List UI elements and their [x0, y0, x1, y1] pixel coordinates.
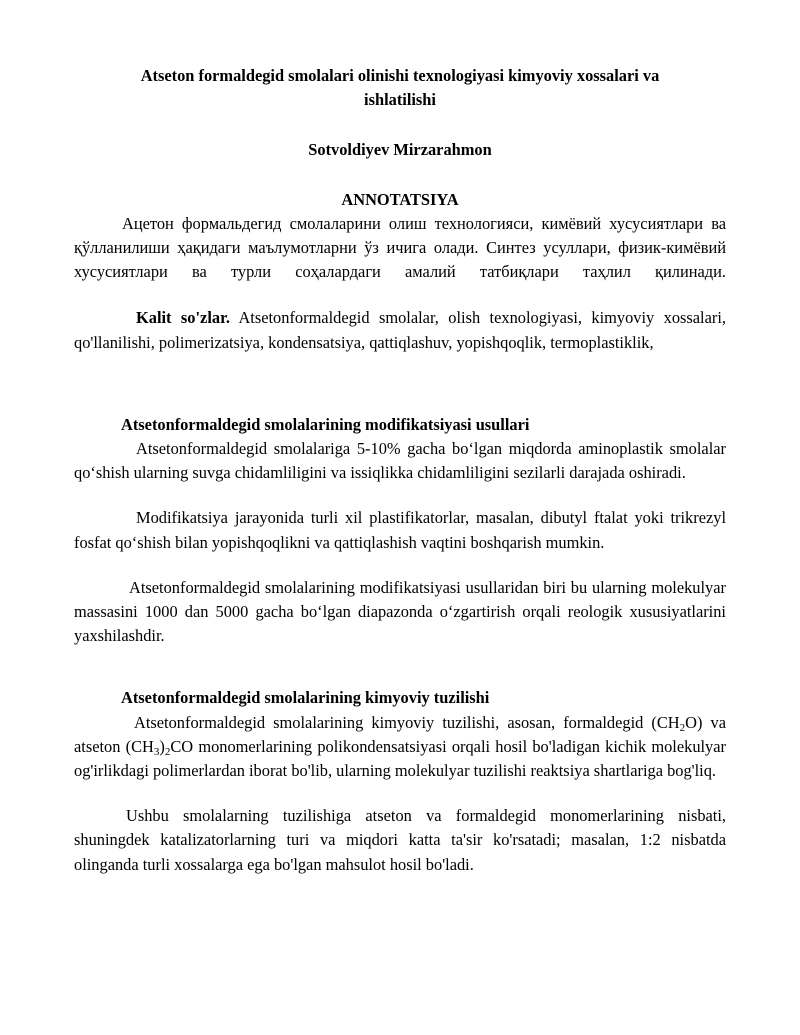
subscript: 3 — [153, 745, 160, 758]
section-heading-modification: Atsetonformaldegid smolalarining modifikatsiyasi usullari — [121, 414, 530, 434]
section-heading-structure: Atsetonformaldegid smolalarining kimyoviy tuzilishi — [121, 688, 490, 708]
text-run: ) — [159, 736, 165, 756]
text-run: Atsetonformaldegid smolalarining kimyoviy tuzilishi, asosan, formaldegid (CH — [134, 712, 680, 732]
document-page — [74, 64, 726, 877]
section2-paragraph-1 — [74, 711, 726, 784]
section1-paragraph-2: Modifikatsiya jarayonida turli xil plastifikatorlar, masalan, dibutyl ftalat yoki trikrezyl fosfat qoʻshish bilan yopishqoqlikni va qattiqlashish vaqtini boshqarish mumkin. — [74, 508, 726, 552]
section2-paragraph-2: Ushbu smolalarning tuzilishiga atseton va formaldegid monomerlarining nisbati, shuningdek katalizatorlarning turi va miqdori katta ta'sir ko'rsatadi; masalan, 1:2 nisbatda olinganda turli xossalarga ega bo'lgan mahsulot hosil bo'ladi. — [74, 806, 726, 874]
annotation-heading: ANNOTATSIYA — [341, 189, 459, 209]
section1-paragraph-3: Atsetonformaldegid smolalarining modifikatsiyasi usullaridan biri bu ularning molekulyar massasini 1000 dan 5000 gacha boʻlgan diapazonda oʻzgartirish orqali reologik xususiyatlarini yaxshilashdir. — [74, 577, 726, 646]
section1-paragraph-1: Atsetonformaldegid smolalariga 5-10% gacha boʻlgan miqdorda aminoplastik smolalar qoʻshish ularning suvga chidamliligini va issiqlikka chidamliligini sezilarli darajada oshiradi. — [74, 439, 726, 483]
annotation-text: Ацетон формальдегид смолаларини олиш технологияси, кимёвий хусусиятлари ва қўлланилиши ҳақидаги маълумотларни ўз ичига олади. Синтез усуллари, физик-кимёвий хусусиятлари ва турли соҳалардаги амалий татбиқлари таҳлил қилинади. — [74, 213, 726, 282]
keywords-paragraph — [74, 306, 726, 354]
subscript: 2 — [679, 721, 686, 734]
document-title: Atseton formaldegid smolalari olinishi texnologiyasi kimyoviy xossalari va ishlatilishi — [140, 66, 660, 110]
author-name: Sotvoldiyev Mirzarahmon — [308, 140, 492, 160]
keywords-text: Atsetonformaldegid smolalar, olish texnologiyasi, kimyoviy xossalari, qo'llanilishi, polimerizatsiya, kondensatsiya, qattiqlashuv, yopishqoqlik, termoplastiklik, — [74, 308, 726, 352]
text-run: CO monomerlarining polikondensatsiyasi orqali hosil bo'ladigan kichik molekulyar og'irlikdagi polimerlardan iborat bo'lib, ularning molekulyar tuzilishi reaktsiya shartlariga bog'liq. — [74, 736, 726, 781]
keywords-label: Kalit so'zlar. — [136, 308, 230, 328]
text-run: O) va atseton (CH — [74, 712, 726, 756]
subscript: 2 — [164, 745, 171, 758]
